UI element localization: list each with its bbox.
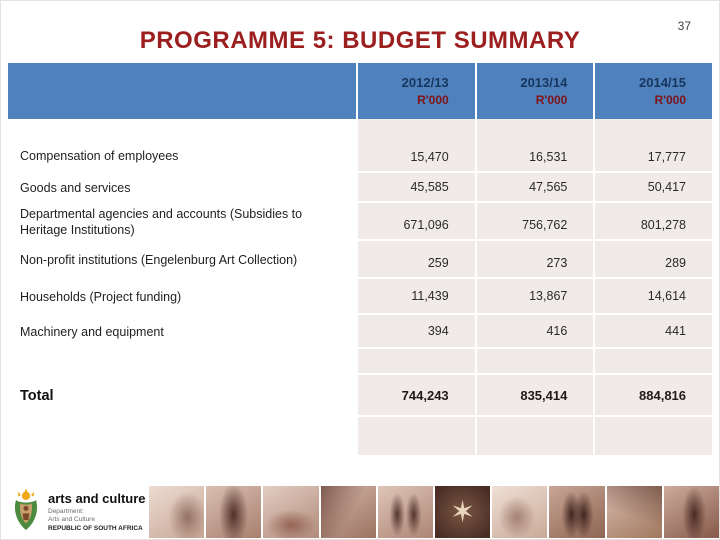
logo-text <box>48 492 146 532</box>
dac-logo <box>11 488 147 536</box>
header-col-2014-15 <box>593 63 712 119</box>
value-cell: 11,439 <box>356 279 475 315</box>
spacer-row <box>8 349 712 375</box>
total-row <box>8 375 712 417</box>
value-cell: 45,585 <box>356 173 475 203</box>
table-row <box>8 279 712 315</box>
republic-line: REPUBLIC OF SOUTH AFRICA <box>48 524 143 532</box>
value-cell: 801,278 <box>593 203 712 241</box>
header-col-2012-13 <box>356 63 475 119</box>
value-cell: 14,614 <box>593 279 712 315</box>
row-label: Departmental agencies and accounts (Subsidies to Heritage Institutions) <box>20 206 303 237</box>
south-africa-coat-of-arms-icon <box>11 488 41 537</box>
value-cell: 289 <box>593 241 712 279</box>
photo-thumbnail <box>664 486 719 538</box>
value-cell: 16,531 <box>475 119 594 173</box>
value-cell <box>356 349 475 375</box>
value-cell: 13,867 <box>475 279 594 315</box>
year-label: 2014/15 <box>639 75 687 91</box>
value-cell: 671,096 <box>356 203 475 241</box>
row-label <box>8 349 356 375</box>
value-cell: 47,565 <box>475 173 594 203</box>
row-label: Non-profit institutions (Engelenburg Art Collection) <box>20 252 298 267</box>
unit-label: R'000 <box>535 92 568 107</box>
row-label: Households (Project funding) <box>20 289 182 304</box>
row-label: Machinery and equipment <box>20 324 164 339</box>
total-value: 744,243 <box>356 375 475 417</box>
photo-thumbnail <box>149 486 204 538</box>
page-number: 37 <box>677 19 691 33</box>
table-row <box>8 119 712 173</box>
value-cell <box>356 417 475 457</box>
trailing-row <box>8 417 712 457</box>
photo-thumbnail <box>321 486 376 538</box>
value-cell: 756,762 <box>475 203 594 241</box>
unit-label: R'000 <box>654 92 687 107</box>
department-line: Department: <box>48 508 84 516</box>
photo-thumbnail <box>378 486 433 538</box>
row-label: Compensation of employees <box>20 148 179 163</box>
value-cell <box>593 417 712 457</box>
photo-thumbnail <box>263 486 318 538</box>
row-label: Goods and services <box>20 180 131 195</box>
table-row <box>8 203 712 241</box>
photo-thumbnail <box>607 486 662 538</box>
unit-label: R'000 <box>417 92 449 107</box>
brand-name: arts and culture <box>48 491 146 507</box>
total-label: Total <box>20 387 54 404</box>
value-cell <box>593 349 712 375</box>
value-cell: 416 <box>475 315 594 349</box>
budget-table <box>8 63 712 457</box>
footer <box>1 485 719 539</box>
value-cell <box>475 349 594 375</box>
photo-thumbnail <box>435 486 490 538</box>
total-value: 835,414 <box>475 375 594 417</box>
header-col-2013-14 <box>475 63 594 119</box>
value-cell: 15,470 <box>356 119 475 173</box>
slide-title: PROGRAMME 5: BUDGET SUMMARY <box>139 27 581 54</box>
header-label-spacer <box>8 63 356 119</box>
table-row <box>8 315 712 349</box>
photo-strip <box>149 486 719 538</box>
year-label: 2013/14 <box>520 75 568 91</box>
row-label <box>8 417 356 457</box>
year-label: 2012/13 <box>401 75 449 91</box>
value-cell <box>475 417 594 457</box>
photo-thumbnail <box>492 486 547 538</box>
table-header-row <box>8 63 712 119</box>
total-value: 884,816 <box>593 375 712 417</box>
value-cell: 17,777 <box>593 119 712 173</box>
photo-thumbnail <box>206 486 261 538</box>
photo-thumbnail <box>549 486 604 538</box>
value-cell: 259 <box>356 241 475 279</box>
value-cell: 394 <box>356 315 475 349</box>
value-cell: 50,417 <box>593 173 712 203</box>
table-row <box>8 241 712 279</box>
value-cell: 441 <box>593 315 712 349</box>
department-line: Arts and Culture <box>48 515 95 523</box>
table-row <box>8 173 712 203</box>
value-cell: 273 <box>475 241 594 279</box>
